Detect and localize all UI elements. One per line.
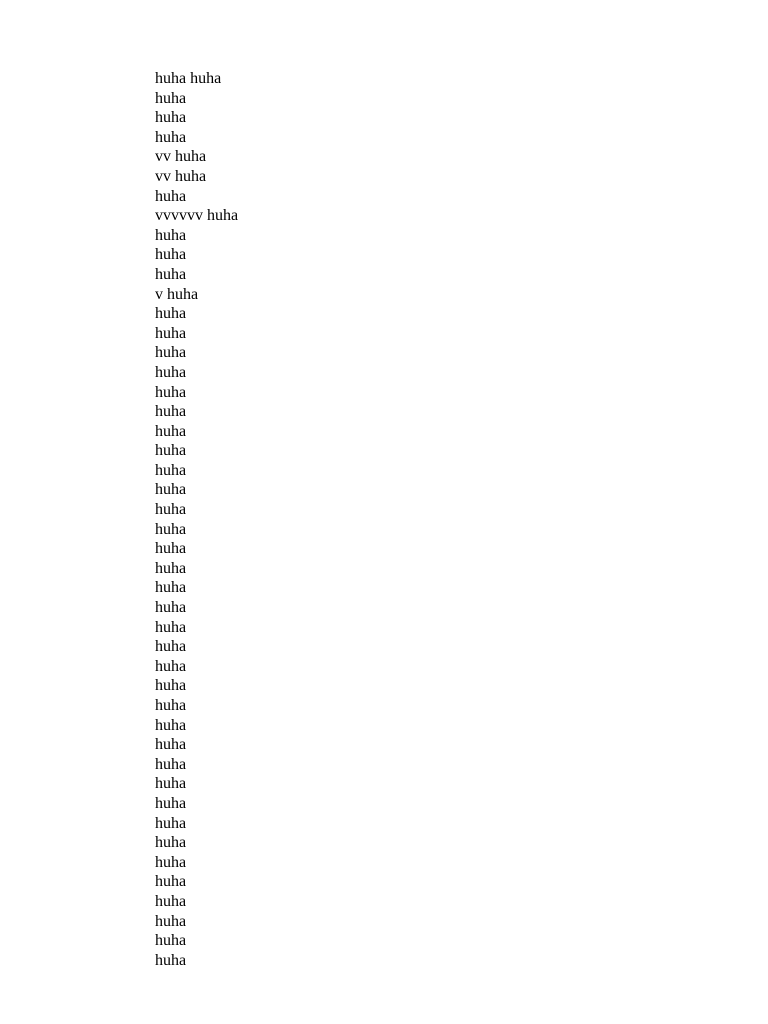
text-line: huha: [155, 246, 187, 264]
text-line: huha: [155, 520, 187, 538]
text-line: huha: [155, 892, 187, 910]
text-line: huha: [155, 540, 187, 558]
text-line: huha: [155, 736, 187, 754]
text-line: huha: [155, 226, 187, 244]
text-line: huha huha: [155, 70, 222, 87]
text-line: huha: [155, 305, 187, 323]
text-line: huha: [155, 599, 187, 617]
text-line: huha: [155, 834, 187, 852]
text-line: huha: [155, 501, 187, 519]
text-line: huha: [155, 128, 187, 146]
text-line: huha: [155, 638, 187, 656]
text-line: huha: [155, 853, 187, 871]
text-line: huha: [155, 109, 187, 127]
text-line: huha: [155, 187, 187, 205]
text-line: huha: [155, 912, 187, 930]
text-line: huha: [155, 657, 187, 675]
text-line: huha: [155, 618, 187, 636]
text-line: huha: [155, 89, 187, 107]
text-line: huha: [155, 677, 187, 695]
text-line: huha: [155, 324, 187, 342]
text-line: huha: [155, 559, 187, 577]
text-line: huha: [155, 794, 187, 812]
text-line: huha: [155, 265, 187, 283]
text-line: huha: [155, 403, 187, 421]
text-line: v huha: [155, 285, 199, 303]
text-line: huha: [155, 932, 187, 950]
text-line: vvvvvv huha: [155, 207, 239, 225]
text-line: huha: [155, 422, 187, 440]
text-line: huha: [155, 775, 187, 793]
text-line: huha: [155, 814, 187, 832]
text-line: huha: [155, 579, 187, 597]
text-line: huha: [155, 755, 187, 773]
text-line: vv huha: [155, 148, 207, 166]
text-line: huha: [155, 716, 187, 734]
text-line: vv huha: [155, 167, 207, 185]
text-line: huha: [155, 951, 187, 969]
text-line: huha: [155, 383, 187, 401]
document-text-block: [155, 69, 655, 970]
text-line: huha: [155, 442, 187, 460]
text-line: huha: [155, 873, 187, 891]
text-line: huha: [155, 697, 187, 714]
text-line: huha: [155, 461, 187, 479]
text-line: huha: [155, 481, 187, 499]
text-line: huha: [155, 363, 187, 381]
text-line: huha: [155, 344, 187, 362]
